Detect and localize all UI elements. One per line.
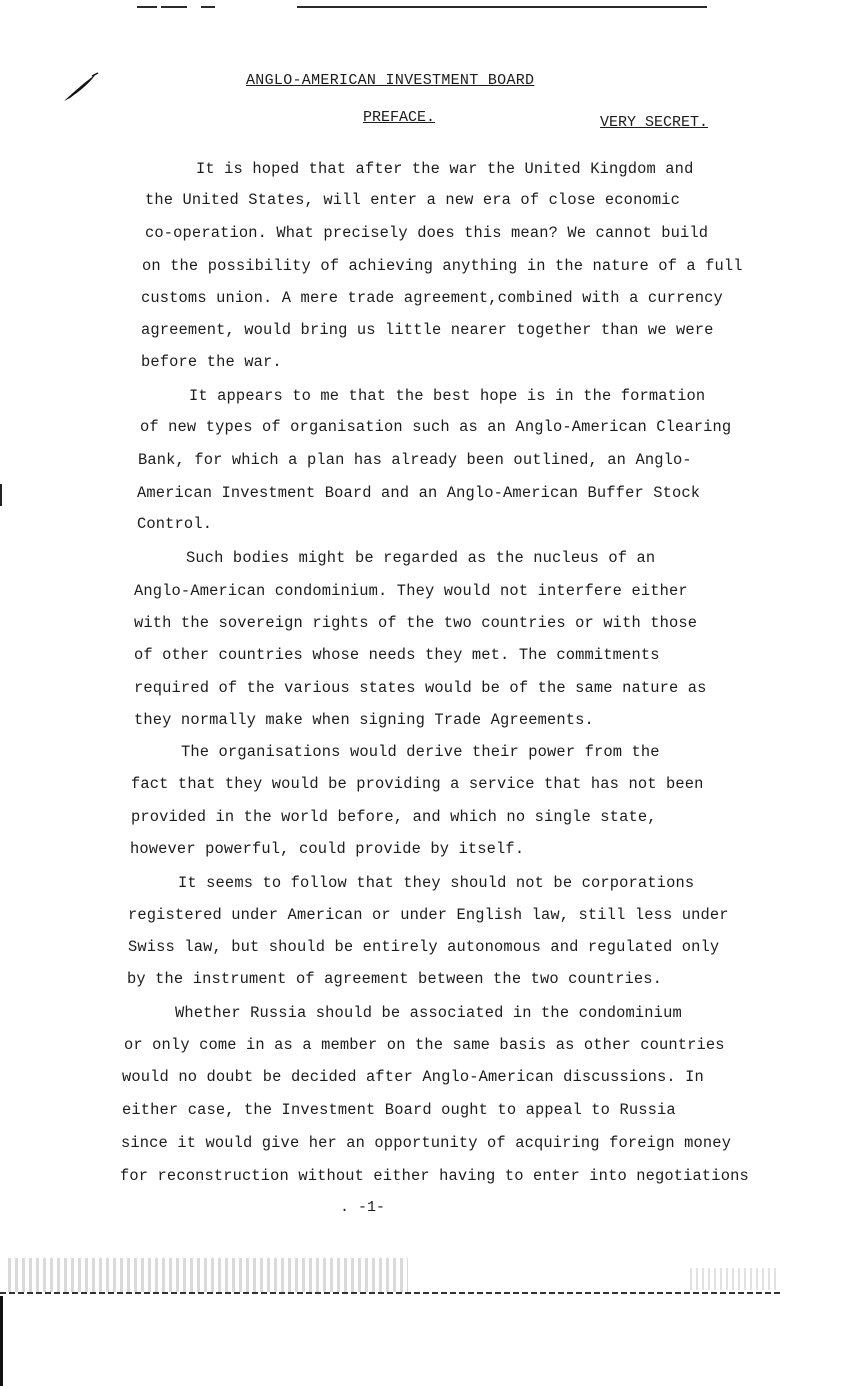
text-line: agreement, would bring us little nearer together than we were xyxy=(141,321,714,339)
text-line: before the war. xyxy=(141,353,282,371)
top-edge-marks xyxy=(137,2,709,12)
scan-noise xyxy=(690,1268,780,1290)
text-line: co-operation. What precisely does this mean? We cannot build xyxy=(145,224,709,242)
text-line: Whether Russia should be associated in the condominium xyxy=(175,1004,682,1022)
text-line: The organisations would derive their power from the xyxy=(181,743,660,761)
text-line: customs union. A mere trade agreement,combined with a currency xyxy=(141,289,723,307)
text-line: Such bodies might be regarded as the nucleus of an xyxy=(186,549,656,567)
margin-mark xyxy=(0,484,2,506)
text-line: Bank, for which a plan has already been outlined, an Anglo- xyxy=(138,451,692,469)
text-line: registered under American or under English law, still less under xyxy=(128,906,729,924)
text-line: Anglo-American condominium. They would not interfere either xyxy=(134,582,688,600)
text-line: they normally make when signing Trade Agreements. xyxy=(134,711,594,729)
scan-noise xyxy=(8,1258,408,1292)
page-number: . -1- xyxy=(340,1199,386,1216)
text-line: Swiss law, but should be entirely autonomous and regulated only xyxy=(128,938,720,956)
text-line: of new types of organisation such as an Anglo-American Clearing xyxy=(140,418,732,436)
text-line: of other countries whose needs they met. The commitments xyxy=(134,646,660,664)
classification-label: VERY SECRET. xyxy=(600,114,709,131)
text-line: or only come in as a member on the same basis as other countries xyxy=(124,1036,725,1054)
text-line: Control. xyxy=(137,515,213,533)
text-line: either case, the Investment Board ought to appeal to Russia xyxy=(122,1101,676,1119)
pencil-mark-icon xyxy=(62,70,100,104)
scan-edge xyxy=(0,1296,3,1386)
section-heading: PREFACE. xyxy=(363,109,436,126)
text-line: the United States, will enter a new era of close economic xyxy=(145,191,680,209)
bottom-edge-rule xyxy=(0,1292,780,1294)
text-line: It seems to follow that they should not be corporations xyxy=(178,874,695,892)
text-line: would no doubt be decided after Anglo-American discussions. In xyxy=(122,1068,704,1086)
text-line: by the instrument of agreement between the two countries. xyxy=(127,970,662,988)
text-line: with the sovereign rights of the two countries or with those xyxy=(134,614,698,632)
text-line: It is hoped that after the war the United Kingdom and xyxy=(196,160,694,178)
text-line: provided in the world before, and which no single state, xyxy=(131,808,657,826)
document-title: ANGLO-AMERICAN INVESTMENT BOARD xyxy=(246,72,535,89)
text-line: required of the various states would be of the same nature as xyxy=(134,679,707,697)
text-line: American Investment Board and an Anglo-American Buffer Stock xyxy=(137,484,701,502)
text-line: for reconstruction without either having to enter into negotiations xyxy=(120,1167,749,1185)
text-line: It appears to me that the best hope is in the formation xyxy=(189,387,706,405)
text-line: fact that they would be providing a service that has not been xyxy=(131,775,704,793)
text-line: since it would give her an opportunity of acquiring foreign money xyxy=(121,1134,732,1152)
text-line: on the possibility of achieving anything in the nature of a full xyxy=(142,257,743,275)
text-line: however powerful, could provide by itself. xyxy=(130,840,525,858)
